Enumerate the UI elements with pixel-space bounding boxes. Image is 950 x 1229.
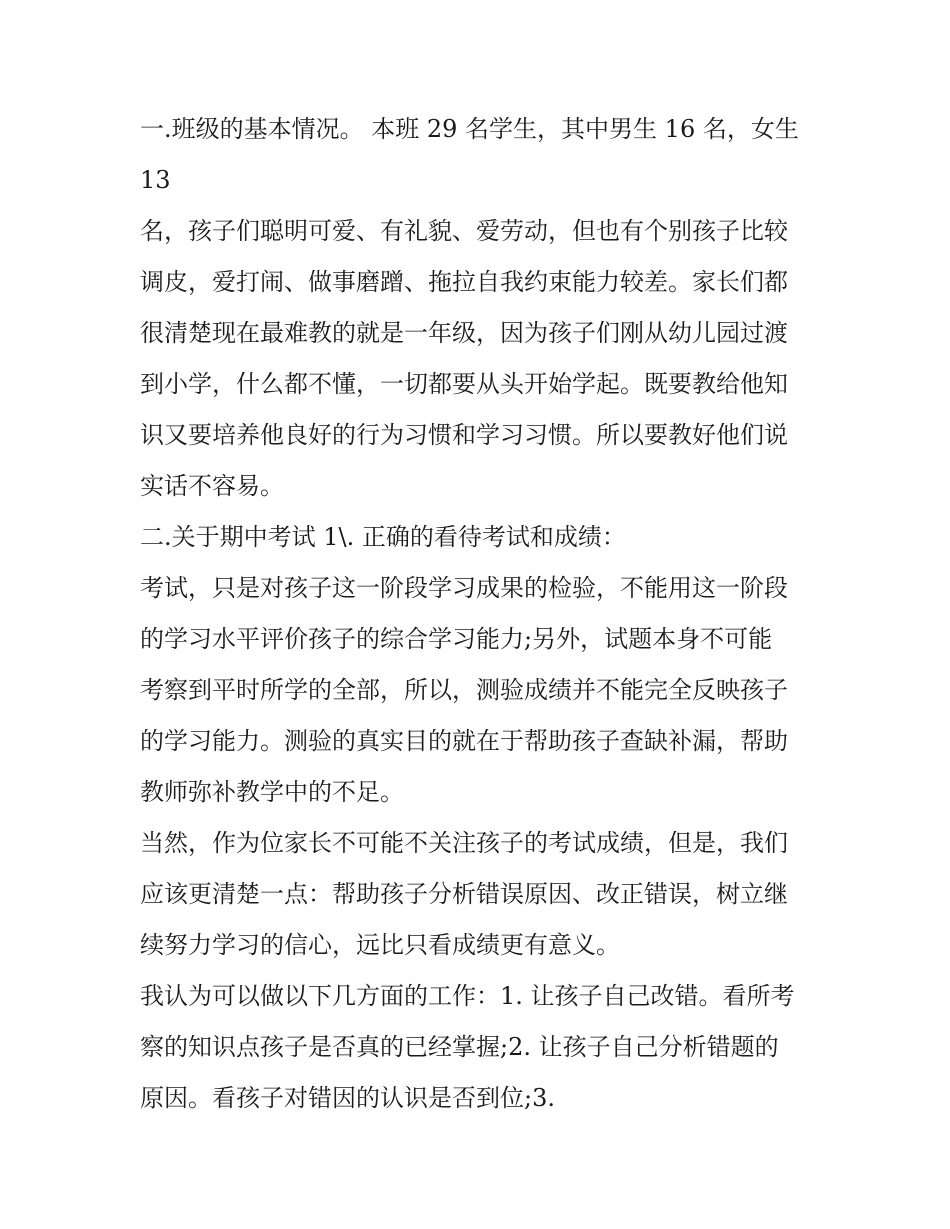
text-line-1: 一.班级的基本情况。 本班 29 名学生，其中男生 16 名，女生 [140, 115, 799, 143]
text-line-19: 察的知识点孩子是否真的已经掌握;2. 让孩子自己分析错题的 [140, 1033, 779, 1061]
text-line-7: 识又要培养他良好的行为习惯和学习习惯。所以要教好他们说 [140, 421, 788, 449]
text-line-10: 考试，只是对孩子这一阶段学习成果的检验，不能用这一阶段 [140, 574, 788, 602]
text-line-4: 调皮，爱打闹、做事磨蹭、拖拉自我约束能力较差。家长们都 [140, 268, 788, 296]
text-line-12: 考察到平时所学的全部，所以，测验成绩并不能完全反映孩子 [140, 676, 788, 704]
text-line-15: 当然，作为位家长不可能不关注孩子的考试成绩，但是，我们 [140, 829, 788, 857]
text-line-17: 续努力学习的信心，远比只看成绩更有意义。 [140, 931, 620, 959]
text-line-18: 我认为可以做以下几方面的工作：1. 让孩子自己改错。看所考 [140, 982, 795, 1010]
text-line-5: 很清楚现在最难教的就是一年级，因为孩子们刚从幼儿园过渡 [140, 319, 788, 347]
text-line-8: 实话不容易。 [140, 472, 284, 500]
text-line-16: 应该更清楚一点：帮助孩子分析错误原因、改正错误，树立继 [140, 880, 788, 908]
text-line-20: 原因。看孩子对错因的认识是否到位;3. [140, 1084, 555, 1112]
text-line-13: 的学习能力。测验的真实目的就在于帮助孩子查缺补漏，帮助 [140, 727, 788, 755]
text-line-14: 教师弥补教学中的不足。 [140, 778, 404, 806]
text-line-6: 到小学，什么都不懂，一切都要从头开始学起。既要教给他知 [140, 370, 788, 398]
text-line-11: 的学习水平评价孩子的综合学习能力;另外，试题本身不可能 [140, 625, 773, 653]
text-line-9: 二.关于期中考试 1\. 正确的看待考试和成绩： [140, 523, 626, 551]
document-page [140, 104, 820, 1124]
text-line-2: 13 [140, 166, 171, 194]
text-line-3: 名，孩子们聪明可爱、有礼貌、爱劳动，但也有个别孩子比较 [140, 217, 788, 245]
